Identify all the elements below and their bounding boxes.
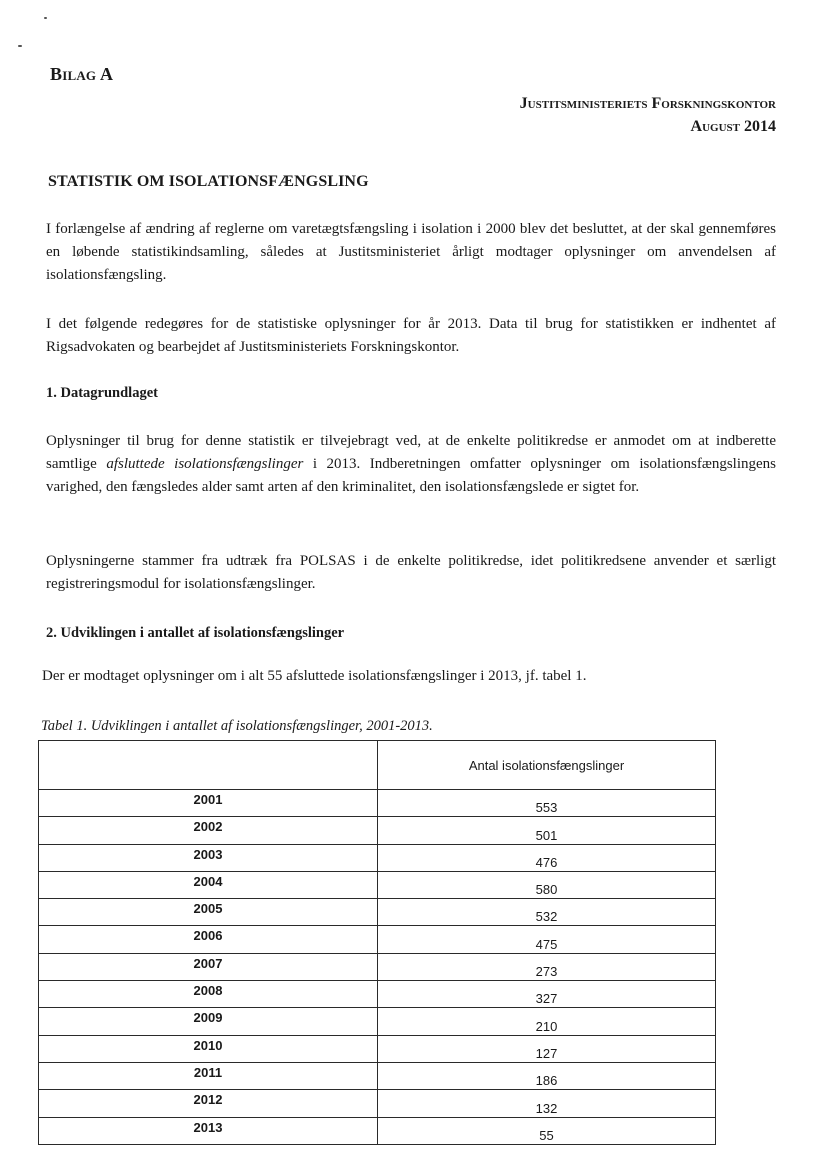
table-cell-year: 2013 — [39, 1117, 378, 1144]
table-header-year — [39, 741, 378, 790]
table-caption: Tabel 1. Udviklingen i antallet af isolationsfængslinger, 2001-2013. — [41, 718, 433, 734]
table-cell-year: 2004 — [39, 871, 378, 898]
section-heading-udviklingen: 2. Udviklingen i antallet af isolationsfængslinger — [46, 625, 345, 641]
table-cell-year: 2001 — [39, 790, 378, 817]
table-row — [39, 790, 716, 817]
table-row — [39, 1035, 716, 1062]
table-cell-value: 553 — [378, 790, 716, 817]
table-row — [39, 871, 716, 898]
table-cell-value: 186 — [378, 1062, 716, 1089]
table-cell-value: 475 — [378, 926, 716, 953]
table-header-row — [39, 741, 716, 790]
table-row — [39, 899, 716, 926]
table-header-value: Antal isolationsfængslinger — [378, 741, 716, 790]
table-cell-value: 476 — [378, 844, 716, 871]
document-title: STATISTIK OM ISOLATIONSFÆNGSLING — [48, 173, 369, 190]
section1-paragraph-1 — [46, 430, 776, 499]
section1-paragraph-1-emphasis: afsluttede isolationsfængslinger — [106, 456, 304, 472]
table-row — [39, 926, 716, 953]
table-cell-value: 532 — [378, 899, 716, 926]
section1-paragraph-2: Oplysningerne stammer fra udtræk fra POLSAS i de enkelte politikredse, idet politikredsene anvender et særligt registreringsmodul for isolationsfængslinger. — [46, 553, 776, 592]
table-row — [39, 1008, 716, 1035]
section1-paragraph-1-text-end: i 2013. Indberetningen omfatter oplysninger om isolationsfængslingens varighed, den fængsledes alder samt arten af den kriminalitet, den isolationsfængslede er sigtet for. — [46, 456, 777, 495]
table-cell-value: 273 — [378, 953, 716, 980]
table-row — [39, 844, 716, 871]
data-table — [38, 740, 716, 1145]
table-row — [39, 1062, 716, 1089]
section-heading-datagrundlaget: 1. Datagrundlaget — [46, 385, 158, 401]
section1-paragraph-1-text: Oplysninger til brug for denne statistik er tilvejebragt ved, at de enkelte politikredse er anmodet om at indberette samtlige — [46, 433, 776, 472]
table-cell-value: 327 — [378, 981, 716, 1008]
table-cell-value: 501 — [378, 817, 716, 844]
table-cell-year: 2007 — [39, 953, 378, 980]
table-row — [39, 953, 716, 980]
table-cell-year: 2005 — [39, 899, 378, 926]
table-cell-value: 580 — [378, 871, 716, 898]
document-date: August 2014 — [690, 118, 776, 135]
table-cell-year: 2003 — [39, 844, 378, 871]
scan-speck — [18, 45, 22, 47]
section2-paragraph-1: Der er modtaget oplysninger om i alt 55 afsluttede isolationsfængslinger i 2013, jf. tabel 1. — [42, 668, 587, 684]
organization-name: Justitsministeriets Forskningskontor — [519, 95, 776, 112]
table-body — [39, 790, 716, 1145]
intro-paragraph-2: I det følgende redegøres for de statistiske oplysninger for år 2013. Data til brug for statistikken er indhentet af Rigsadvokaten og bearbejdet af Justitsministeriets Forskningskontor. — [46, 316, 776, 355]
table-cell-year: 2009 — [39, 1008, 378, 1035]
table-row — [39, 1090, 716, 1117]
table-cell-value: 127 — [378, 1035, 716, 1062]
table-row — [39, 1117, 716, 1144]
table-cell-value: 55 — [378, 1117, 716, 1144]
table-cell-year: 2010 — [39, 1035, 378, 1062]
scan-speck — [44, 17, 47, 19]
table-cell-year: 2002 — [39, 817, 378, 844]
header-block — [520, 92, 776, 138]
annex-label: Bilag A — [50, 64, 114, 84]
table-row — [39, 981, 716, 1008]
table-cell-year: 2006 — [39, 926, 378, 953]
table-row — [39, 817, 716, 844]
table-cell-year: 2011 — [39, 1062, 378, 1089]
table-cell-year: 2008 — [39, 981, 378, 1008]
table-cell-year: 2012 — [39, 1090, 378, 1117]
table-cell-value: 132 — [378, 1090, 716, 1117]
intro-paragraph-1: I forlængelse af ændring af reglerne om varetægtsfængsling i isolation i 2000 blev det besluttet, at der skal gennemføres en løbende statistikindsamling, således at Justitsministeriet årligt modtager oplysninger om anvendelsen af isolationsfængsling. — [46, 221, 776, 283]
table-cell-value: 210 — [378, 1008, 716, 1035]
